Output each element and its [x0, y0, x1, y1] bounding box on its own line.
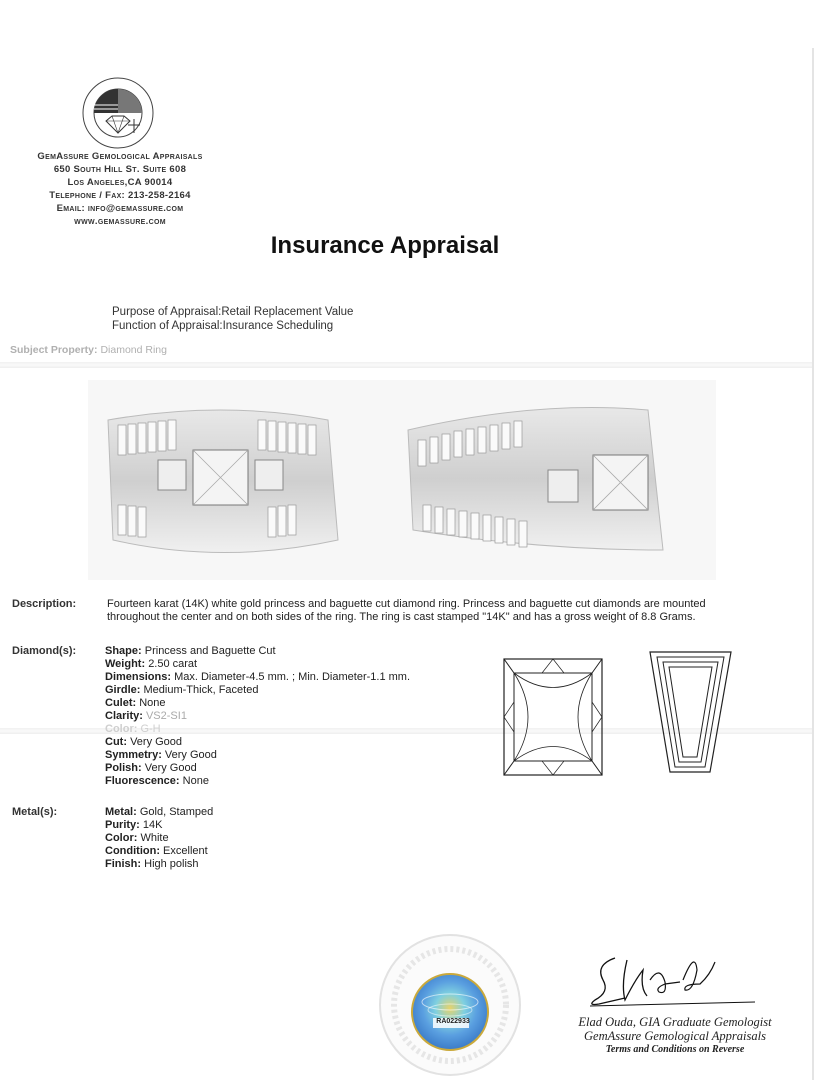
purpose-value: Retail Replacement Value: [221, 306, 354, 318]
website: www.gemassure.com: [74, 216, 166, 227]
ring-photo-front: [88, 380, 716, 580]
appraiser-name: Elad Ouda, GIA Graduate Gemologist: [578, 1015, 772, 1029]
purpose-block: [112, 305, 353, 333]
metal-purity: Purity: 14K: [105, 819, 163, 831]
diamond-fluorescence: Fluorescence: None: [105, 775, 209, 787]
subject-label: Subject Property:: [10, 344, 98, 356]
metal-color: Color: White: [105, 832, 169, 844]
diamond-weight: Weight: 2.50 carat: [105, 658, 198, 670]
letterhead: [15, 150, 225, 228]
gemassure-seal-logo: [78, 75, 158, 153]
diamond-details: [105, 645, 410, 788]
fold-line: [0, 362, 812, 368]
company-name: GemAssure Gemological Appraisals: [37, 151, 203, 162]
metal-details: [105, 806, 213, 871]
description-label: Description:: [12, 598, 77, 610]
subject-property: [10, 344, 167, 356]
metal-finish: Finish: High polish: [105, 858, 199, 870]
diamond-culet: Culet: None: [105, 697, 166, 709]
diamond-color: Color: G-H: [105, 723, 161, 735]
embossed-seal-hologram: [375, 930, 525, 1080]
function-label: Function of Appraisal:: [112, 320, 223, 332]
diamonds-label: Diamond(s):: [12, 645, 77, 657]
signature-block: [560, 1015, 790, 1057]
diamond-girdle: Girdle: Medium-Thick, Faceted: [105, 684, 259, 696]
subject-value: Diamond Ring: [100, 344, 167, 356]
diamond-cut: Cut: Very Good: [105, 736, 183, 748]
handwritten-signature: [585, 940, 760, 1015]
diamond-clarity: Clarity: VS2-SI1: [105, 710, 187, 722]
ring-photos: [88, 380, 716, 580]
description-text: Fourteen karat (14K) white gold princess and baguette cut diamond ring. Princess and baguette cut diamonds are mounted throughout the center and on both sides of the ring. The ring is cast stamped "14K" and has a gross weight of 8.8 Grams.: [107, 598, 706, 623]
appraiser-company: GemAssure Gemological Appraisals: [584, 1029, 766, 1043]
diamond-shape: Shape: Princess and Baguette Cut: [105, 645, 276, 657]
metal-type: Metal: Gold, Stamped: [105, 806, 214, 818]
metal-condition: Condition: Excellent: [105, 845, 208, 857]
diamond-polish: Polish: Very Good: [105, 762, 197, 774]
address-line-2: Los Angeles,CA 90014: [67, 177, 173, 188]
tapered-baguette-diagram-icon: [648, 650, 733, 775]
hologram-serial: RA022933: [436, 1018, 470, 1025]
diamond-symmetry: Symmetry: Very Good: [105, 749, 217, 761]
telephone: Telephone / Fax: 213-258-2164: [49, 190, 191, 201]
diamond-dimensions: Dimensions: Max. Diameter-4.5 mm. ; Min. Diameter-1.1 mm.: [105, 671, 411, 683]
princess-cut-diagram-icon: [502, 657, 604, 777]
address-line-1: 650 South Hill St. Suite 608: [53, 164, 187, 175]
document-title: Insurance Appraisal: [270, 232, 500, 259]
metals-label: Metal(s):: [12, 806, 58, 818]
purpose-label: Purpose of Appraisal:: [112, 306, 222, 318]
function-value: Insurance Scheduling: [222, 320, 334, 332]
email: Email: info@gemassure.com: [56, 203, 184, 214]
terms-note: Terms and Conditions on Reverse: [605, 1044, 745, 1055]
